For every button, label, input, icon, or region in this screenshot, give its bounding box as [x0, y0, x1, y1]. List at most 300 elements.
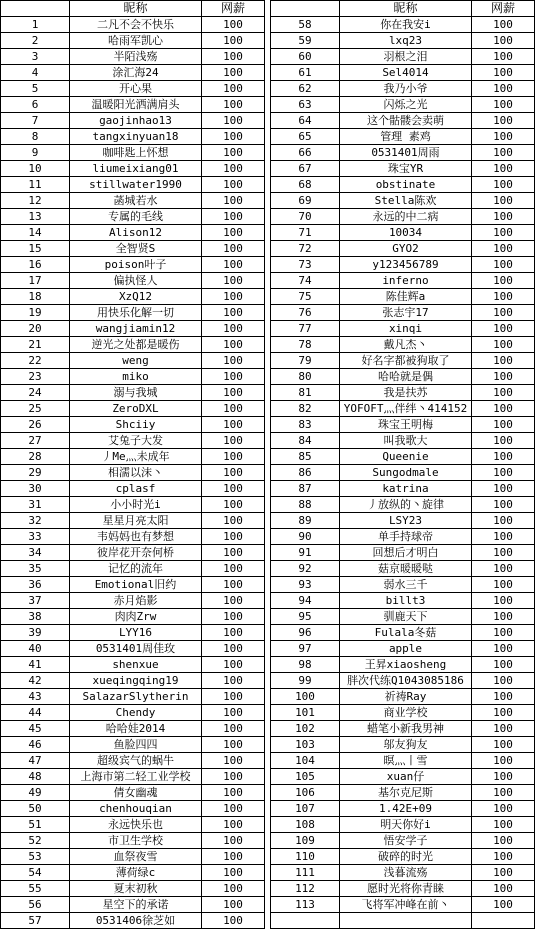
score-cell: 100: [202, 241, 265, 257]
row-number-cell: 21: [1, 337, 70, 353]
score-cell: 100: [472, 145, 535, 161]
table-row: [1, 17, 535, 33]
nickname-cell: 菡城若水: [70, 193, 202, 209]
nickname-cell: 我是扶苏: [340, 385, 472, 401]
score-cell: 100: [472, 481, 535, 497]
score-cell: 100: [472, 849, 535, 865]
nickname-cell: 丿放纵的丶旋律: [340, 497, 472, 513]
row-number-cell: 10: [1, 161, 70, 177]
nickname-cell: 单手持球帝: [340, 529, 472, 545]
row-number-cell: 97: [271, 641, 340, 657]
nickname-cell: 薄荷绿c: [70, 865, 202, 881]
row-number-cell: 12: [1, 193, 70, 209]
table-row: [1, 689, 535, 705]
nickname-cell: Emotional旧约: [70, 577, 202, 593]
nickname-cell: Alison12: [70, 225, 202, 241]
score-cell: 100: [472, 353, 535, 369]
table-row: [1, 561, 535, 577]
score-cell: 100: [202, 113, 265, 129]
row-number-cell: 84: [271, 433, 340, 449]
table-row: [1, 865, 535, 881]
nickname-cell: 星星月亮太阳: [70, 513, 202, 529]
nickname-cell: 张志宇17: [340, 305, 472, 321]
nickname-cell: wangjiamin12: [70, 321, 202, 337]
row-number-cell: 78: [271, 337, 340, 353]
nickname-cell: 丿Me灬未成年: [70, 449, 202, 465]
nickname-cell: Queenie: [340, 449, 472, 465]
row-number-cell: 48: [1, 769, 70, 785]
table-row: [1, 33, 535, 49]
row-number-cell: 95: [271, 609, 340, 625]
nickname-cell: 鱼脸四四: [70, 737, 202, 753]
nickname-cell: 偏执怪人: [70, 273, 202, 289]
score-cell: 100: [202, 17, 265, 33]
row-number-cell: 91: [271, 545, 340, 561]
nickname-cell: 记忆的流年: [70, 561, 202, 577]
header-nickname-right: 昵称: [340, 1, 472, 17]
row-number-cell: 27: [1, 433, 70, 449]
row-number-cell: 14: [1, 225, 70, 241]
table-row: [1, 913, 535, 929]
score-cell: 100: [202, 817, 265, 833]
table-row: [1, 161, 535, 177]
score-cell: 100: [202, 33, 265, 49]
table-row: [1, 97, 535, 113]
row-number-cell: 54: [1, 865, 70, 881]
nickname-cell: 全智贤S: [70, 241, 202, 257]
nickname-cell: 逆光之处都是暖伤: [70, 337, 202, 353]
row-number-cell: 22: [1, 353, 70, 369]
row-number-cell: 38: [1, 609, 70, 625]
score-cell: 100: [202, 897, 265, 913]
nickname-cell: inferno: [340, 273, 472, 289]
nickname-cell: 永远的中二病: [340, 209, 472, 225]
score-cell: 100: [472, 193, 535, 209]
row-number-cell: 62: [271, 81, 340, 97]
row-number-cell: 37: [1, 593, 70, 609]
score-cell: 100: [472, 273, 535, 289]
nickname-cell: poison叶子: [70, 257, 202, 273]
nickname-cell: 相濡以沫丶: [70, 465, 202, 481]
score-cell: 100: [202, 577, 265, 593]
score-cell: 100: [472, 545, 535, 561]
score-cell: 100: [472, 225, 535, 241]
row-number-cell: 4: [1, 65, 70, 81]
nickname-cell: 哈雨军凯心: [70, 33, 202, 49]
score-cell: 100: [202, 801, 265, 817]
row-number-cell: 100: [271, 689, 340, 705]
nickname-cell: 基尔克尼斯: [340, 785, 472, 801]
row-number-cell: 82: [271, 401, 340, 417]
score-cell: 100: [472, 673, 535, 689]
score-cell: 100: [472, 465, 535, 481]
score-cell: 100: [472, 65, 535, 81]
table-row: [1, 897, 535, 913]
row-number-cell: 92: [271, 561, 340, 577]
table-row: [1, 49, 535, 65]
row-number-cell: 88: [271, 497, 340, 513]
row-number-cell: 9: [1, 145, 70, 161]
row-number-cell: 51: [1, 817, 70, 833]
row-number-cell: 101: [271, 705, 340, 721]
table-row: [1, 577, 535, 593]
row-number-cell: 29: [1, 465, 70, 481]
table-row: [1, 769, 535, 785]
row-number-cell: 65: [271, 129, 340, 145]
nickname-cell: 0531401周雨: [340, 145, 472, 161]
score-cell: 100: [472, 801, 535, 817]
table-row: [1, 193, 535, 209]
table-row: [1, 833, 535, 849]
score-cell: 100: [202, 145, 265, 161]
row-number-cell: 79: [271, 353, 340, 369]
nickname-cell: YOFOFT灬伴绊丶414152: [340, 401, 472, 417]
score-cell: 100: [202, 305, 265, 321]
nickname-cell: 叫我歌大: [340, 433, 472, 449]
table-row: [1, 369, 535, 385]
header-num-left: [1, 1, 70, 17]
table-row: [1, 881, 535, 897]
score-cell: 100: [472, 817, 535, 833]
score-cell: 100: [202, 625, 265, 641]
score-cell: 100: [472, 577, 535, 593]
row-number-cell: 1: [1, 17, 70, 33]
nickname-cell: 好名字都被狗取了: [340, 353, 472, 369]
nickname-cell: xuan仔: [340, 769, 472, 785]
row-number-cell: 108: [271, 817, 340, 833]
score-cell: 100: [472, 785, 535, 801]
row-number-cell: 50: [1, 801, 70, 817]
score-cell: 100: [472, 865, 535, 881]
nickname-cell: billt3: [340, 593, 472, 609]
row-number-cell: 99: [271, 673, 340, 689]
score-cell: 100: [202, 97, 265, 113]
score-cell: 100: [472, 705, 535, 721]
score-cell: 100: [472, 177, 535, 193]
nickname-cell: 倩女幽魂: [70, 785, 202, 801]
row-number-cell: 58: [271, 17, 340, 33]
row-number-cell: 3: [1, 49, 70, 65]
nickname-cell: 愿时光将你青睐: [340, 881, 472, 897]
nickname-cell: apple: [340, 641, 472, 657]
table-row: [1, 721, 535, 737]
score-cell: 100: [202, 497, 265, 513]
row-number-cell: 98: [271, 657, 340, 673]
score-cell: 100: [202, 881, 265, 897]
nickname-cell: 涂汇海24: [70, 65, 202, 81]
table-row: [1, 113, 535, 129]
nickname-cell: cplasf: [70, 481, 202, 497]
row-number-cell: 63: [271, 97, 340, 113]
table-row: [1, 289, 535, 305]
nickname-cell: y123456789: [340, 257, 472, 273]
score-cell: 100: [472, 337, 535, 353]
table-row: [1, 225, 535, 241]
nickname-cell: 溺与我城: [70, 385, 202, 401]
header-score-left: 网薪: [202, 1, 265, 17]
nickname-cell: 专属的毛线: [70, 209, 202, 225]
table-row: [1, 737, 535, 753]
score-cell: 100: [202, 81, 265, 97]
score-cell: 100: [472, 641, 535, 657]
table-row: [1, 145, 535, 161]
score-cell: 100: [202, 273, 265, 289]
score-cell: 100: [202, 401, 265, 417]
score-cell: 100: [472, 561, 535, 577]
nickname-cell: 商业学校: [340, 705, 472, 721]
table-row: [1, 273, 535, 289]
score-cell: 100: [202, 753, 265, 769]
nickname-cell: 温暖阳光洒满肩头: [70, 97, 202, 113]
nickname-cell: 肉肉Zrw: [70, 609, 202, 625]
nickname-cell: Sungodmale: [340, 465, 472, 481]
nickname-cell: Fulala冬菇: [340, 625, 472, 641]
nickname-cell: xinqi: [340, 321, 472, 337]
table-row: [1, 513, 535, 529]
nickname-cell: gaojinhao13: [70, 113, 202, 129]
score-cell: 100: [202, 385, 265, 401]
score-cell: 100: [472, 897, 535, 913]
nickname-cell: Stella陈欢: [340, 193, 472, 209]
table-row: [1, 785, 535, 801]
header-num-right: [271, 1, 340, 17]
nickname-cell: 驯鹿天下: [340, 609, 472, 625]
row-number-cell: 2: [1, 33, 70, 49]
score-cell: 100: [472, 417, 535, 433]
header-score-right: 网薪: [472, 1, 535, 17]
nickname-cell: chenhouqian: [70, 801, 202, 817]
nickname-cell: 0531401周佳玫: [70, 641, 202, 657]
score-cell: 100: [472, 97, 535, 113]
score-cell: 100: [202, 417, 265, 433]
nickname-cell: 韦妈妈也有梦想: [70, 529, 202, 545]
score-cell: 100: [472, 209, 535, 225]
table-row: [1, 657, 535, 673]
score-cell: 100: [472, 497, 535, 513]
nickname-cell: 半陌浅殇: [70, 49, 202, 65]
score-cell: 100: [472, 657, 535, 673]
score-cell: 100: [202, 849, 265, 865]
score-cell: 100: [202, 561, 265, 577]
nickname-cell: 二凡不会不快乐: [70, 17, 202, 33]
nickname-cell: 我乃小爷: [340, 81, 472, 97]
table-row: [1, 353, 535, 369]
table-row: [1, 417, 535, 433]
score-cell: 100: [472, 369, 535, 385]
row-number-cell: 113: [271, 897, 340, 913]
row-number-cell: 49: [1, 785, 70, 801]
table-row: [1, 705, 535, 721]
table-row: [1, 593, 535, 609]
row-number-cell: 26: [1, 417, 70, 433]
row-number-cell: 71: [271, 225, 340, 241]
row-number-cell: 93: [271, 577, 340, 593]
table-row: [1, 529, 535, 545]
row-number-cell: 55: [1, 881, 70, 897]
row-number-cell: 104: [271, 753, 340, 769]
score-cell: 100: [202, 449, 265, 465]
row-number-cell: 15: [1, 241, 70, 257]
row-number-cell: 52: [1, 833, 70, 849]
score-cell: 100: [202, 769, 265, 785]
row-number-cell: 103: [271, 737, 340, 753]
nickname-cell: 破碎的时光: [340, 849, 472, 865]
score-cell: 100: [202, 593, 265, 609]
row-number-cell: 75: [271, 289, 340, 305]
score-cell: 100: [472, 609, 535, 625]
score-cell: 100: [202, 865, 265, 881]
nickname-cell: 赤月焰影: [70, 593, 202, 609]
row-number-cell: 64: [271, 113, 340, 129]
table-row: [1, 241, 535, 257]
score-cell: 100: [472, 305, 535, 321]
score-cell: 100: [202, 833, 265, 849]
score-cell: 100: [202, 513, 265, 529]
row-number-cell: 43: [1, 689, 70, 705]
table-row: [1, 209, 535, 225]
row-number-cell: 111: [271, 865, 340, 881]
score-cell: 100: [202, 609, 265, 625]
row-number-cell: 68: [271, 177, 340, 193]
nickname-cell: 你在我安i: [340, 17, 472, 33]
score-cell: 100: [472, 721, 535, 737]
score-cell: 100: [202, 353, 265, 369]
nickname-cell: 彼岸花开奈何桥: [70, 545, 202, 561]
score-cell: 100: [202, 337, 265, 353]
nickname-cell: LYY16: [70, 625, 202, 641]
header-row: [1, 1, 535, 17]
table-row: [1, 753, 535, 769]
nickname-cell: 飞将军冲峰在前丶: [340, 897, 472, 913]
nickname-cell: 管理 素鸡: [340, 129, 472, 145]
row-number-cell: 60: [271, 49, 340, 65]
nickname-cell: 闪烁之光: [340, 97, 472, 113]
table-row: [1, 673, 535, 689]
score-cell: 100: [472, 593, 535, 609]
row-number-cell: 42: [1, 673, 70, 689]
row-number-cell: 11: [1, 177, 70, 193]
score-cell: 100: [202, 657, 265, 673]
score-cell: 100: [202, 289, 265, 305]
row-number-cell: 44: [1, 705, 70, 721]
row-number-cell: 23: [1, 369, 70, 385]
nickname-cell: LSY23: [340, 513, 472, 529]
nickname-cell: 永远快乐也: [70, 817, 202, 833]
score-cell: 100: [472, 81, 535, 97]
nickname-cell: 10034: [340, 225, 472, 241]
nickname-cell: 羽根之泪: [340, 49, 472, 65]
row-number-cell: 83: [271, 417, 340, 433]
nickname-cell: 小小时光i: [70, 497, 202, 513]
score-cell: 100: [202, 257, 265, 273]
row-number-cell: 57: [1, 913, 70, 929]
table-row: [1, 497, 535, 513]
score-cell: 100: [472, 321, 535, 337]
nickname-cell: 珠宝YR: [340, 161, 472, 177]
score-cell: 100: [202, 49, 265, 65]
nickname-cell: shenxue: [70, 657, 202, 673]
score-cell: 100: [202, 673, 265, 689]
score-cell: 100: [202, 705, 265, 721]
score-cell: 100: [472, 689, 535, 705]
nickname-cell: 0531406徐芝如: [70, 913, 202, 929]
nickname-cell: 星空下的承诺: [70, 897, 202, 913]
nickname-cell: 戴凡杰丶: [340, 337, 472, 353]
nickname-cell: miko: [70, 369, 202, 385]
table-row: [1, 465, 535, 481]
row-number-cell: 76: [271, 305, 340, 321]
score-cell: 100: [472, 753, 535, 769]
score-cell: 100: [202, 161, 265, 177]
score-cell: 100: [202, 369, 265, 385]
table-row: [1, 385, 535, 401]
table-row: [1, 609, 535, 625]
score-cell: 100: [472, 433, 535, 449]
row-number-cell: 69: [271, 193, 340, 209]
score-cell: 100: [472, 17, 535, 33]
row-number-cell: 80: [271, 369, 340, 385]
nickname-cell: 珠宝王明梅: [340, 417, 472, 433]
table-row: [1, 801, 535, 817]
nickname-cell: weng: [70, 353, 202, 369]
nickname-cell: 浅暮流殇: [340, 865, 472, 881]
row-number-cell: 70: [271, 209, 340, 225]
table-row: [1, 257, 535, 273]
score-cell: 100: [472, 257, 535, 273]
row-number-cell: 31: [1, 497, 70, 513]
row-number-cell: 40: [1, 641, 70, 657]
row-number-cell: 109: [271, 833, 340, 849]
row-number-cell: 34: [1, 545, 70, 561]
nickname-cell: ZeroDXL: [70, 401, 202, 417]
nickname-cell: lxq23: [340, 33, 472, 49]
nickname-cell: obstinate: [340, 177, 472, 193]
row-number-cell: 46: [1, 737, 70, 753]
row-number-cell: 30: [1, 481, 70, 497]
row-number-cell: 96: [271, 625, 340, 641]
table-row: [1, 305, 535, 321]
row-number-cell: 35: [1, 561, 70, 577]
table-row: [1, 449, 535, 465]
nickname-cell: XzQ12: [70, 289, 202, 305]
nickname-cell: 这个骷髅会卖萌: [340, 113, 472, 129]
nickname-cell: 哈哈就是偶: [340, 369, 472, 385]
row-number-cell: 94: [271, 593, 340, 609]
row-number-cell: 36: [1, 577, 70, 593]
score-cell: 100: [472, 529, 535, 545]
row-number-cell: 47: [1, 753, 70, 769]
nickname-cell: 开心果: [70, 81, 202, 97]
row-number-cell: 56: [1, 897, 70, 913]
nickname-cell: 胖次代练Q1043085186: [340, 673, 472, 689]
score-cell: 100: [202, 785, 265, 801]
score-cell: 100: [202, 209, 265, 225]
row-number-cell: 73: [271, 257, 340, 273]
row-number-cell: 90: [271, 529, 340, 545]
score-cell: 100: [202, 129, 265, 145]
score-cell: 100: [202, 177, 265, 193]
row-number-cell: 67: [271, 161, 340, 177]
score-cell: 100: [202, 641, 265, 657]
row-number-cell: 5: [1, 81, 70, 97]
score-cell: 100: [472, 401, 535, 417]
row-number-cell: 53: [1, 849, 70, 865]
score-cell: 100: [202, 65, 265, 81]
row-number-cell: 107: [271, 801, 340, 817]
table-row: [1, 129, 535, 145]
nickname-cell: 1.42E+09: [340, 801, 472, 817]
table-row: [1, 337, 535, 353]
